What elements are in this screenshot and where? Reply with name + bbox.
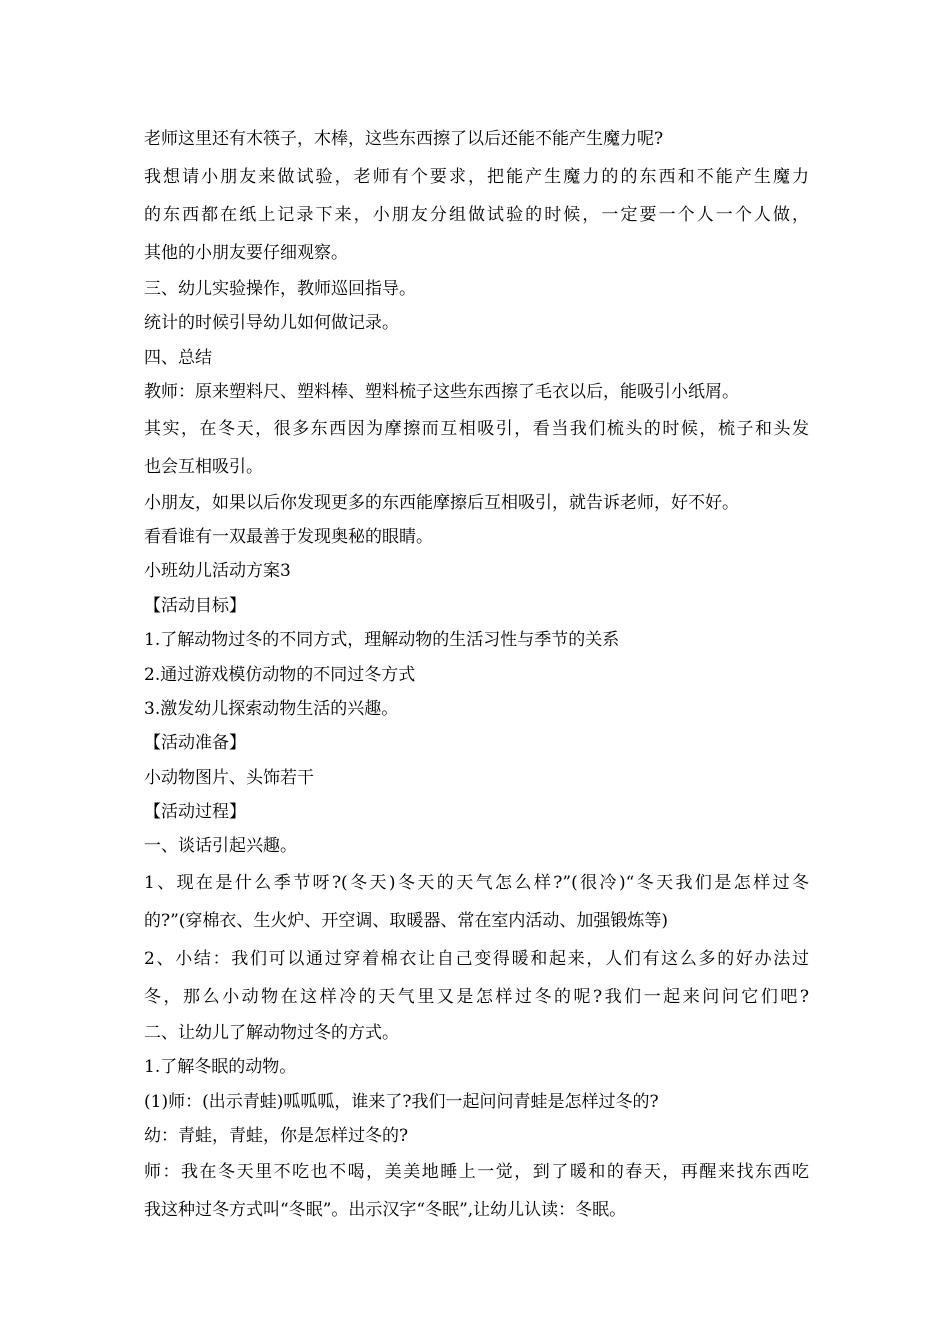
text-line-23: 的?”(穿棉衣、生火炉、开空调、取暖器、常在室内活动、加强锻炼等) xyxy=(144,910,669,931)
document-body xyxy=(144,120,809,1229)
text-line-4: 其他的小朋友要仔细观察。 xyxy=(144,243,348,263)
plan-title: 小班幼儿活动方案3 xyxy=(144,561,291,582)
text-line-10: 也会互相吸引。 xyxy=(144,456,263,477)
text-line-9: 其实，在冬天，很多东西因为摩擦而互相吸引，看当我们梳头的时候，梳子和头发 xyxy=(144,418,809,439)
text-line-8: 教师：原来塑料尺、塑料棒、塑料梳子这些东西擦了毛衣以后，能吸引小纸屑。 xyxy=(144,382,739,403)
section-heading-summary: 四、总结 xyxy=(144,347,212,368)
section-heading-preparation: 【活动准备】 xyxy=(144,733,246,754)
text-line-5: 三、幼儿实验操作，教师巡回指导。 xyxy=(144,279,416,299)
text-line-31: 我这种过冬方式叫“冬眠”。出示汉字“冬眠”,让幼儿认读：冬眠。 xyxy=(144,1200,627,1221)
text-line-11: 小朋友，如果以后你发现更多的东西能摩擦后互相吸引，就告诉老师，好不好。 xyxy=(144,492,739,513)
process-step-2-heading: 二、让幼儿了解动物过冬的方式。 xyxy=(144,1022,399,1043)
text-line-2: 我想请小朋友来做试验，老师有个要求，把能产生魔力的的东西和不能产生魔力 xyxy=(144,167,809,187)
text-line-24: 2、小结：我们可以通过穿着棉衣让自己变得暖和起来，人们有这么多的好办法过 xyxy=(144,948,809,969)
text-line-28: (1)师：(出示青蛙)呱呱呱，谁来了?我们一起问问青蛙是怎样过冬的? xyxy=(144,1091,659,1112)
text-line-27: 1.了解冬眠的动物。 xyxy=(144,1057,297,1078)
section-heading-process: 【活动过程】 xyxy=(144,802,246,823)
text-line-3: 的东西都在纸上记录下来，小朋友分组做试验的时候，一定要一个人一个人做， xyxy=(144,205,809,225)
goal-item-1: 1.了解动物过冬的不同方式，理解动物的生活习性与季节的关系 xyxy=(144,630,620,651)
text-line-29: 幼：青蛙，青蛙，你是怎样过冬的? xyxy=(144,1126,409,1147)
preparation-text: 小动物图片、头饰若干 xyxy=(144,767,314,788)
text-line-30: 师：我在冬天里不吃也不喝，美美地睡上一觉，到了暖和的春天，再醒来找东西吃 xyxy=(144,1162,809,1183)
goal-item-2: 2.通过游戏模仿动物的不同过冬方式 xyxy=(144,664,416,685)
text-line-25: 冬，那么小动物在这样冷的天气里又是怎样过冬的呢?我们一起来问问它们吧? xyxy=(144,986,809,1007)
process-step-1-heading: 一、谈话引起兴趣。 xyxy=(144,836,297,857)
text-line-22: 1、现在是什么季节呀?(冬天)冬天的天气怎么样?”(很冷)“冬天我们是怎样过冬 xyxy=(144,872,809,893)
text-line-1: 老师这里还有木筷子，木棒，这些东西擦了以后还能不能产生魔力呢? xyxy=(144,129,664,149)
goal-item-3: 3.激发幼儿探索动物生活的兴趣。 xyxy=(144,698,399,719)
text-line-6: 统计的时候引导幼儿如何做记录。 xyxy=(144,313,399,334)
section-heading-goals: 【活动目标】 xyxy=(144,595,246,616)
text-line-12: 看看谁有一双最善于发现奥秘的眼睛。 xyxy=(144,526,433,547)
